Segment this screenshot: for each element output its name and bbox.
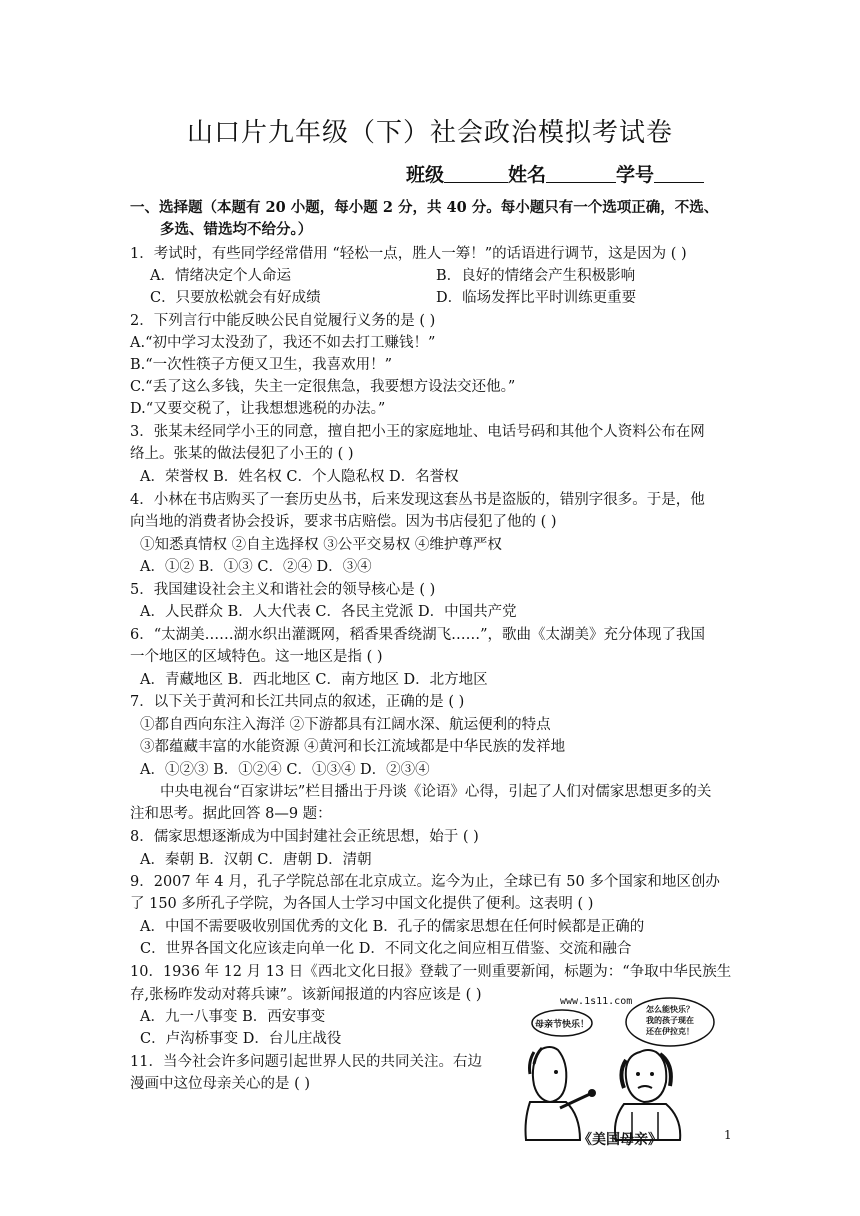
q9-stem-cont: 了 150 多所孔子学院，为各国人士学习中国文化提供了便利。这表明 ( ) bbox=[130, 896, 594, 912]
class-blank bbox=[444, 164, 508, 183]
q11-stem-cont: 漫画中这位母亲关心的是 ( ) bbox=[130, 1076, 311, 1092]
q1-stem: 1．考试时，有些同学经常借用 “轻松一点，胜人一筹！”的话语进行调节，这是因为 ( ) bbox=[130, 246, 687, 262]
q9-options-cd: C．世界各国文化应该走向单一化 D．不同文化之间应相互借鉴、交流和融合 bbox=[140, 941, 632, 957]
q2-option-c: C.“丢了这么多钱，失主一定很焦急，我要想方设法交还他。” bbox=[130, 379, 516, 395]
q6-options: A．青藏地区 B．西北地区 C．南方地区 D．北方地区 bbox=[140, 672, 488, 688]
class-label: 班级 bbox=[406, 164, 445, 186]
svg-text:我的孩子现在: 我的孩子现在 bbox=[646, 1016, 694, 1025]
page-number: 1 bbox=[724, 1128, 732, 1142]
section-heading: 一、选择题（本题有 20 小题，每小题 2 分，共 40 分。每小题只有一个选项正确，不选、 bbox=[130, 199, 719, 216]
svg-text:还在伊拉克！: 还在伊拉克！ bbox=[646, 1027, 694, 1036]
q3-options: A．荣誉权 B．姓名权 C．个人隐私权 D．名誉权 bbox=[140, 469, 459, 485]
passage-intro: 中央电视台“百家讲坛”栏目播出于丹谈《论语》心得，引起了人们对儒家思想更多的关 bbox=[160, 784, 712, 800]
section-heading-cont: 多选、错选均不给分。） bbox=[160, 221, 313, 238]
student-info-line bbox=[406, 160, 704, 187]
mother-head bbox=[626, 1050, 667, 1102]
q9-stem: 9．2007 年 4 月，孔子学院总部在北京成立。迄今为止，全球已有 50 多个国家和地区创办 bbox=[130, 874, 720, 890]
cartoon-website: www.1s11.com bbox=[560, 996, 633, 1007]
q2-stem: 2．下列言行中能反映公民自觉履行义务的是 ( ) bbox=[130, 313, 436, 329]
cartoon-caption: 《美国母亲》 bbox=[578, 1132, 662, 1148]
q3-stem: 3．张某未经同学小王的同意，擅自把小王的家庭地址、电话号码和其他个人资料公布在网 bbox=[130, 424, 705, 440]
name-blank bbox=[546, 164, 616, 183]
q1-option-b: B．良好的情绪会产生积极影响 bbox=[436, 268, 636, 284]
cartoon-american-mother bbox=[520, 990, 720, 1150]
interviewer-body bbox=[526, 1102, 581, 1140]
q4-options: A．①② B．①③ C．②④ D．③④ bbox=[140, 559, 372, 575]
q4-stem: 4．小林在书店购买了一套历史丛书，后来发现这套丛书是盗版的，错别字很多。于是，他 bbox=[130, 492, 705, 508]
q1-option-d: D．临场发挥比平时训练更重要 bbox=[436, 290, 637, 306]
page-title: 山口片九年级（下）社会政治模拟考试卷 bbox=[186, 118, 673, 148]
q7-options: A．①②③ B．①②④ C．①③④ D．②③④ bbox=[140, 762, 430, 778]
q6-stem: 6．“太湖美……湖水织出灌溉网，稻香果香绕湖飞……”，歌曲《太湖美》充分体现了我国 bbox=[130, 627, 706, 643]
q1-option-a: A．情绪决定个人命运 bbox=[150, 268, 291, 284]
svg-text:怎么能快乐？: 怎么能快乐？ bbox=[646, 1005, 694, 1014]
q7-items-1: ①都自西向东注入海洋 ②下游都具有江阔水深、航运便利的特点 bbox=[140, 717, 551, 733]
q10-options-ab: A．九一八事变 B．西安事变 bbox=[140, 1009, 326, 1025]
q5-options: A．人民群众 B．人大代表 C．各民主党派 D．中国共产党 bbox=[140, 604, 517, 620]
q2-option-a: A.“初中学习太没劲了，我还不如去打工赚钱！” bbox=[130, 335, 436, 351]
q2-option-d: D.“又要交税了，让我想想逃税的办法。” bbox=[130, 401, 386, 417]
q9-options-ab: A．中国不需要吸收别国优秀的文化 B．孔子的儒家思想在任何时候都是正确的 bbox=[140, 919, 645, 935]
q6-stem-cont: 一个地区的区域特色。这一地区是指 ( ) bbox=[130, 649, 383, 665]
name-label: 姓名 bbox=[508, 164, 547, 186]
number-label: 学号 bbox=[616, 164, 655, 186]
q7-items-2: ③都蕴藏丰富的水能资源 ④黄河和长江流域都是中华民族的发祥地 bbox=[140, 739, 566, 755]
cartoon-drawing bbox=[520, 990, 720, 1150]
q8-stem: 8．儒家思想逐渐成为中国封建社会正统思想，始于 ( ) bbox=[130, 829, 479, 845]
q8-options: A．秦朝 B．汉朝 C．唐朝 D．清朝 bbox=[140, 852, 372, 868]
q10-stem-cont: 存,张杨昨发动对蒋兵谏”。该新闻报道的内容应该是 ( ) bbox=[130, 987, 482, 1003]
number-blank bbox=[654, 164, 704, 183]
q3-stem-cont: 络上。张某的做法侵犯了小王的 ( ) bbox=[130, 446, 354, 462]
q2-option-b: B.“一次性筷子方便又卫生，我喜欢用！” bbox=[130, 357, 393, 373]
q4-items: ①知悉真情权 ②自主选择权 ③公平交易权 ④维护尊严权 bbox=[140, 537, 502, 553]
passage-intro-cont: 注和思考。据此回答 8—9 题： bbox=[130, 806, 332, 822]
q10-options-cd: C．卢沟桥事变 D．台儿庄战役 bbox=[140, 1031, 342, 1047]
q5-stem: 5．我国建设社会主义和谐社会的领导核心是 ( ) bbox=[130, 582, 436, 598]
q7-stem: 7．以下关于黄河和长江共同点的叙述，正确的是 ( ) bbox=[130, 694, 465, 710]
q4-stem-cont: 向当地的消费者协会投诉，要求书店赔偿。因为书店侵犯了他的 ( ) bbox=[130, 514, 557, 530]
left-bubble-text: 母亲节快乐！ bbox=[534, 1020, 590, 1030]
q1-option-c: C．只要放松就会有好成绩 bbox=[150, 290, 321, 306]
q10-stem: 10．1936 年 12 月 13 日《西北文化日报》登载了一则重要新闻，标题为：“争取中华民族生 bbox=[130, 964, 732, 980]
q11-stem: 11．当今社会许多问题引起世界人民的共同关注。右边 bbox=[130, 1054, 482, 1070]
